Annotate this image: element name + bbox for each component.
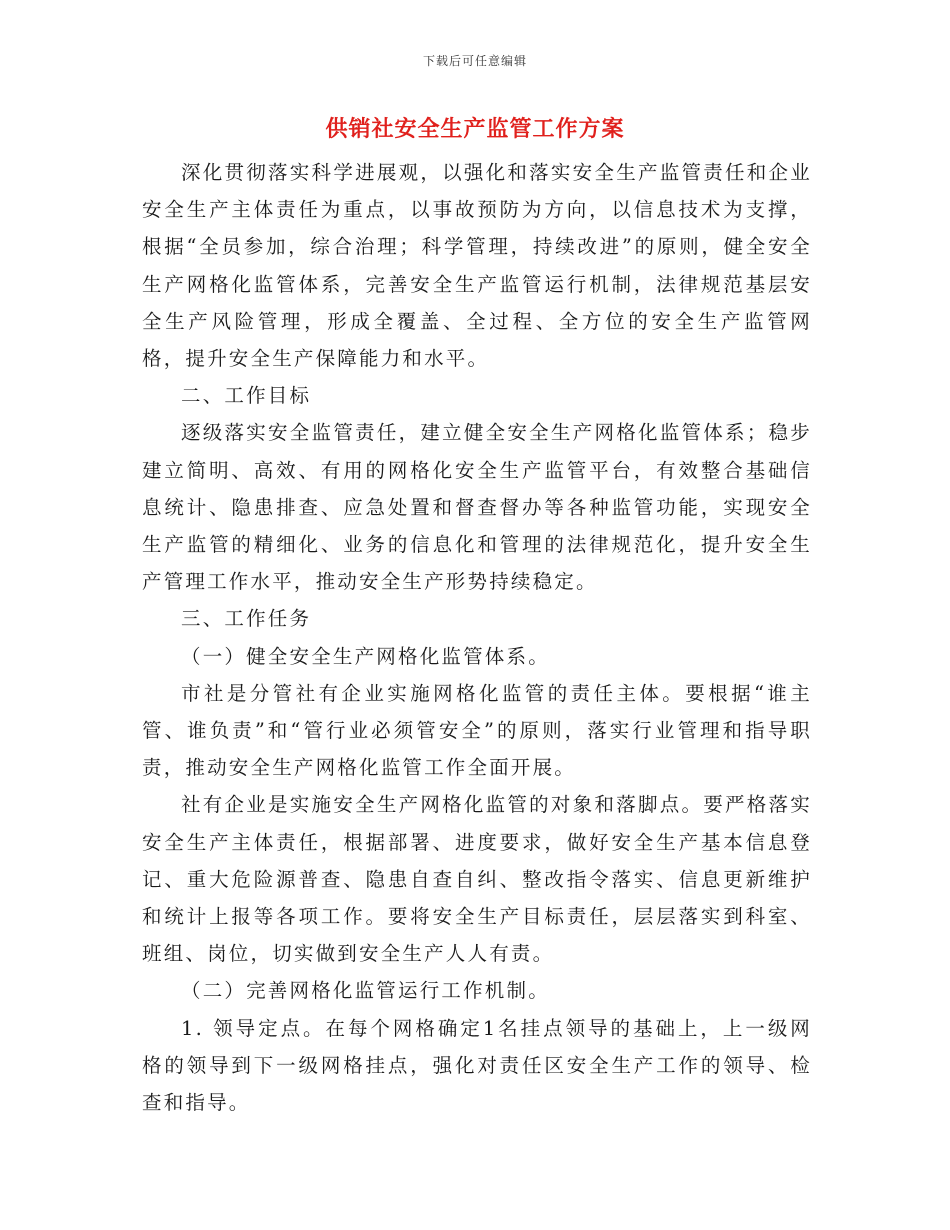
section-heading-goals: 二、工作目标 <box>181 384 312 408</box>
section-heading-tasks: 三、工作任务 <box>181 607 312 631</box>
document-title: 供销社安全生产监管工作方案 <box>325 117 625 142</box>
paragraph-enterprises: 社有企业是实施安全生产网格化监管的对象和落脚点。要严格落实安全生产主体责任，根据部署、进度要求，做好安全生产基本信息登记、重大危险源普查、隐患自查自纠、整改指令落实、信息更新维护和统计上报等各项工作。要将安全生产目标责任，层层落实到科室、班组、岗位，切实做到安全生产人人有责。 <box>142 793 812 966</box>
paragraph-intro: 深化贯彻落实科学进展观，以强化和落实安全生产监管责任和企业安全生产主体责任为重点，以事故预防为方向，以信息技术为支撑，根据“全员参加，综合治理；科学管理，持续改进”的原则，健全安全生产网格化监管体系，完善安全生产监管运行机制，法律规范基层安全生产风险管理，形成全覆盖、全过程、全方位的安全生产监管网格，提升安全生产保障能力和水平。 <box>142 161 812 371</box>
header-note: 下载后可任意编辑 <box>422 54 527 68</box>
subsection-heading-1: （一）健全安全生产网格化监管体系。 <box>181 644 550 668</box>
paragraph-leadership: 1. 领导定点。在每个网格确定1名挂点领导的基础上，上一级网格的领导到下一级网格挂点，强化对责任区安全生产工作的领导、检查和指导。 <box>142 1016 812 1115</box>
paragraph-goals: 逐级落实安全监管责任，建立健全安全生产网格化监管体系；稳步建立简明、高效、有用的网格化安全生产监管平台，有效整合基础信息统计、隐患排查、应急处置和督查督办等各种监管功能，实现安全生产监管的精细化、业务的信息化和管理的法律规范化，提升安全生产管理工作水平，推动安全生产形势持续稳定。 <box>142 421 812 594</box>
paragraph-city-coop: 市社是分管社有企业实施网格化监管的责任主体。要根据“谁主管、谁负责”和“管行业必须管安全”的原则，落实行业管理和指导职责，推动安全生产网格化监管工作全面开展。 <box>142 681 812 780</box>
subsection-heading-2: （二）完善网格化监管运行工作机制。 <box>181 979 550 1003</box>
document-body <box>142 154 812 1121</box>
